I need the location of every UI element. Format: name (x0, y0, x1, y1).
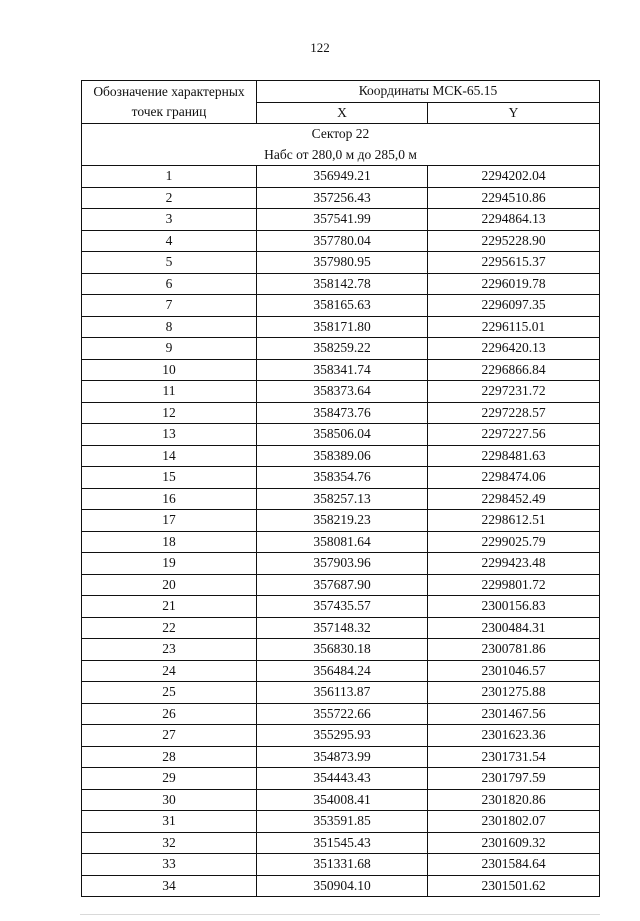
y-coordinate-cell: 2295228.90 (428, 230, 600, 252)
x-coordinate-cell: 351545.43 (257, 832, 428, 854)
y-coordinate-cell: 2298481.63 (428, 445, 600, 467)
x-coordinate-cell: 358354.76 (257, 467, 428, 489)
x-coordinate-cell: 356484.24 (257, 660, 428, 682)
table-row (82, 660, 600, 682)
x-coordinate-cell: 358259.22 (257, 338, 428, 360)
table-row (82, 359, 600, 381)
y-coordinate-cell: 2301275.88 (428, 682, 600, 704)
y-coordinate-cell: 2301623.36 (428, 725, 600, 747)
y-coordinate-cell: 2301820.86 (428, 789, 600, 811)
point-number-cell: 34 (82, 875, 257, 897)
y-coordinate-cell: 2301609.32 (428, 832, 600, 854)
table-row (82, 424, 600, 446)
x-coordinate-cell: 356113.87 (257, 682, 428, 704)
y-coordinate-cell: 2297228.57 (428, 402, 600, 424)
x-coordinate-cell: 351331.68 (257, 854, 428, 876)
x-coordinate-cell: 357541.99 (257, 209, 428, 231)
table-row (82, 209, 600, 231)
point-number-cell: 9 (82, 338, 257, 360)
table-row (82, 682, 600, 704)
table-row (82, 703, 600, 725)
x-coordinate-cell: 357148.32 (257, 617, 428, 639)
scan-edge-line (80, 914, 600, 915)
table-row (82, 854, 600, 876)
x-coordinate-cell: 354008.41 (257, 789, 428, 811)
table-row (82, 553, 600, 575)
point-number-cell: 29 (82, 768, 257, 790)
y-coordinate-cell: 2296115.01 (428, 316, 600, 338)
table-row (82, 252, 600, 274)
point-number-cell: 5 (82, 252, 257, 274)
x-coordinate-cell: 358373.64 (257, 381, 428, 403)
point-number-cell: 10 (82, 359, 257, 381)
point-number-cell: 15 (82, 467, 257, 489)
point-designation-line2: точек границ (131, 104, 207, 119)
y-coordinate-cell: 2300484.31 (428, 617, 600, 639)
table-row (82, 402, 600, 424)
x-coordinate-cell: 354443.43 (257, 768, 428, 790)
point-number-cell: 33 (82, 854, 257, 876)
point-number-cell: 2 (82, 187, 257, 209)
y-coordinate-cell: 2299423.48 (428, 553, 600, 575)
x-coordinate-cell: 358142.78 (257, 273, 428, 295)
table-row (82, 445, 600, 467)
y-coordinate-cell: 2296420.13 (428, 338, 600, 360)
table-row (82, 187, 600, 209)
x-coordinate-cell: 354873.99 (257, 746, 428, 768)
table-row (82, 746, 600, 768)
table-body (82, 124, 600, 897)
x-coordinate-cell: 356949.21 (257, 166, 428, 188)
y-coordinate-cell: 2297227.56 (428, 424, 600, 446)
table-row (82, 166, 600, 188)
table-row (82, 338, 600, 360)
table-row (82, 230, 600, 252)
x-coordinate-cell: 357780.04 (257, 230, 428, 252)
table-row (82, 811, 600, 833)
x-coordinate-cell: 357980.95 (257, 252, 428, 274)
y-coordinate-cell: 2294864.13 (428, 209, 600, 231)
point-number-cell: 24 (82, 660, 257, 682)
point-number-cell: 27 (82, 725, 257, 747)
y-coordinate-cell: 2301467.56 (428, 703, 600, 725)
x-coordinate-cell: 358081.64 (257, 531, 428, 553)
point-number-cell: 12 (82, 402, 257, 424)
point-number-cell: 3 (82, 209, 257, 231)
table-row (82, 596, 600, 618)
sector-height-range: Набс от 280,0 м до 285,0 м (264, 146, 417, 162)
coordinates-table (81, 80, 600, 897)
point-number-cell: 23 (82, 639, 257, 661)
table-row (82, 639, 600, 661)
point-number-cell: 21 (82, 596, 257, 618)
coordinate-system-header: Координаты МСК-65.15 (257, 81, 600, 103)
y-coordinate-cell: 2299801.72 (428, 574, 600, 596)
point-number-cell: 11 (82, 381, 257, 403)
table-row (82, 531, 600, 553)
point-designation-line1: Обозначение характерных (93, 83, 245, 99)
point-designation-header (82, 81, 257, 124)
x-coordinate-cell: 358506.04 (257, 424, 428, 446)
point-number-cell: 8 (82, 316, 257, 338)
sector-header (82, 124, 600, 166)
table-row (82, 789, 600, 811)
table-row (82, 832, 600, 854)
point-number-cell: 6 (82, 273, 257, 295)
point-number-cell: 14 (82, 445, 257, 467)
point-number-cell: 28 (82, 746, 257, 768)
point-number-cell: 18 (82, 531, 257, 553)
x-coordinate-cell: 358341.74 (257, 359, 428, 381)
point-number-cell: 22 (82, 617, 257, 639)
x-coordinate-cell: 357687.90 (257, 574, 428, 596)
x-coordinate-cell: 353591.85 (257, 811, 428, 833)
y-coordinate-cell: 2301501.62 (428, 875, 600, 897)
point-number-cell: 20 (82, 574, 257, 596)
x-coordinate-cell: 357435.57 (257, 596, 428, 618)
x-coordinate-cell: 358257.13 (257, 488, 428, 510)
x-column-header: X (257, 102, 428, 124)
point-number-cell: 4 (82, 230, 257, 252)
y-coordinate-cell: 2301046.57 (428, 660, 600, 682)
y-coordinate-cell: 2299025.79 (428, 531, 600, 553)
y-coordinate-cell: 2301802.07 (428, 811, 600, 833)
point-number-cell: 25 (82, 682, 257, 704)
y-coordinate-cell: 2301797.59 (428, 768, 600, 790)
table-row (82, 875, 600, 897)
x-coordinate-cell: 357903.96 (257, 553, 428, 575)
table-row (82, 725, 600, 747)
table-row (82, 488, 600, 510)
point-number-cell: 26 (82, 703, 257, 725)
y-coordinate-cell: 2296866.84 (428, 359, 600, 381)
y-coordinate-cell: 2298612.51 (428, 510, 600, 532)
point-number-cell: 7 (82, 295, 257, 317)
y-coordinate-cell: 2294510.86 (428, 187, 600, 209)
y-coordinate-cell: 2296097.35 (428, 295, 600, 317)
table-header (82, 81, 600, 124)
table-row (82, 273, 600, 295)
point-number-cell: 30 (82, 789, 257, 811)
sector-title: Сектор 22 (311, 126, 370, 141)
point-number-cell: 32 (82, 832, 257, 854)
y-coordinate-cell: 2300156.83 (428, 596, 600, 618)
point-number-cell: 13 (82, 424, 257, 446)
y-coordinate-cell: 2297231.72 (428, 381, 600, 403)
table-row (82, 510, 600, 532)
x-coordinate-cell: 355722.66 (257, 703, 428, 725)
x-coordinate-cell: 350904.10 (257, 875, 428, 897)
table-row (82, 467, 600, 489)
table-row (82, 316, 600, 338)
y-coordinate-cell: 2301731.54 (428, 746, 600, 768)
x-coordinate-cell: 358389.06 (257, 445, 428, 467)
x-coordinate-cell: 358171.80 (257, 316, 428, 338)
x-coordinate-cell: 358219.23 (257, 510, 428, 532)
y-coordinate-cell: 2300781.86 (428, 639, 600, 661)
y-coordinate-cell: 2295615.37 (428, 252, 600, 274)
point-number-cell: 1 (82, 166, 257, 188)
x-coordinate-cell: 356830.18 (257, 639, 428, 661)
table-row (82, 574, 600, 596)
page-number: 122 (310, 40, 330, 55)
x-coordinate-cell: 355295.93 (257, 725, 428, 747)
table-row (82, 381, 600, 403)
y-coordinate-cell: 2298452.49 (428, 488, 600, 510)
x-coordinate-cell: 358165.63 (257, 295, 428, 317)
y-coordinate-cell: 2298474.06 (428, 467, 600, 489)
y-coordinate-cell: 2296019.78 (428, 273, 600, 295)
point-number-cell: 17 (82, 510, 257, 532)
x-coordinate-cell: 357256.43 (257, 187, 428, 209)
table-row (82, 295, 600, 317)
y-column-header: Y (428, 102, 600, 124)
y-coordinate-cell: 2301584.64 (428, 854, 600, 876)
x-coordinate-cell: 358473.76 (257, 402, 428, 424)
y-coordinate-cell: 2294202.04 (428, 166, 600, 188)
point-number-cell: 31 (82, 811, 257, 833)
table-row (82, 768, 600, 790)
point-number-cell: 16 (82, 488, 257, 510)
table-row (82, 617, 600, 639)
point-number-cell: 19 (82, 553, 257, 575)
